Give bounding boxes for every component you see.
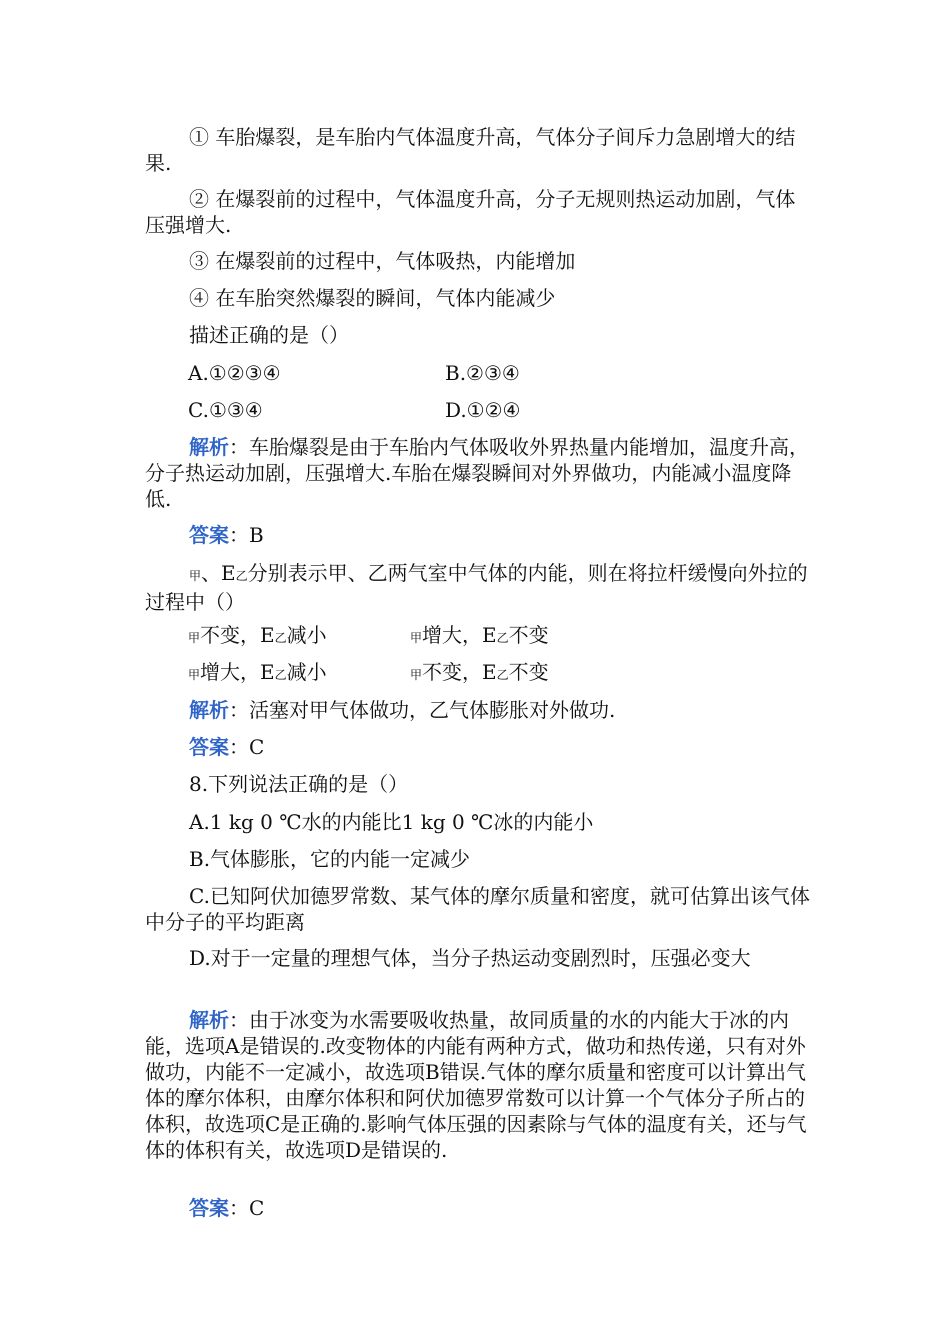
option-c: C.①③④ (188, 398, 263, 422)
subscript-jia: 甲 (410, 631, 423, 645)
answer-label: 答案 (189, 735, 229, 759)
pump-option-4 (410, 659, 549, 688)
answer-label: 答案 (189, 1196, 229, 1220)
pump-question-stem (145, 560, 810, 615)
stem-part: 、E (201, 561, 236, 585)
subscript-jia: 甲 (188, 631, 201, 645)
q8-stem: 8.下列说法正确的是（） (189, 772, 409, 796)
option-a: A.①②③④ (188, 361, 281, 385)
analysis-text: ：由于冰变为水需要吸收热量，故同质量的水的内能大于冰的内能，选项A是错误的.改变物体的内能有两种方式，做功和热传递，只有对外做功，内能不一定减小，故选项B错误.气体的摩尔质量和密度可以计算出气体的摩尔体积，由摩尔体积和阿伏加德罗常数可以计算一个气体分子所占的体积，故选项C是正确的.影响气体压强的因素除与气体的温度有关，还与气体的体积有关，故选项D是错误的. (145, 1008, 807, 1162)
analysis-label: 解析 (189, 1008, 229, 1032)
analysis-text: ：活塞对甲气体做功，乙气体膨胀对外做功. (229, 698, 616, 722)
option-text: 增大，E (200, 660, 275, 684)
option-text: 不变 (508, 623, 549, 647)
answer-text: ：C (229, 735, 265, 759)
q8-option-a: A.1 kg 0 ℃水的内能比1 kg 0 ℃冰的内能小 (189, 810, 594, 834)
subscript-yi: 乙 (274, 631, 287, 645)
analysis-paragraph (145, 434, 810, 512)
statement-4: ④ 在车胎突然爆裂的瞬间，气体内能减少 (189, 286, 556, 310)
subscript-jia: 甲 (188, 668, 201, 682)
pump-option-1 (188, 622, 327, 651)
subscript-jia: 甲 (189, 569, 202, 583)
pump-answer-paragraph (145, 734, 810, 760)
option-d: D.①②④ (445, 398, 521, 422)
answer-text: ：B (229, 523, 264, 547)
analysis-label: 解析 (189, 698, 229, 722)
subscript-yi: 乙 (235, 569, 248, 583)
subscript-yi: 乙 (274, 668, 287, 682)
subscript-jia: 甲 (410, 668, 423, 682)
subscript-yi: 乙 (496, 668, 509, 682)
answer-text: ：C (229, 1196, 265, 1220)
q8-analysis-paragraph (145, 1007, 810, 1163)
option-b: B.②③④ (445, 361, 520, 385)
statement-2: ② 在爆裂前的过程中，气体温度升高，分子无规则热运动加剧，气体压强增大. (145, 187, 796, 237)
stem-part: 分别表示甲、乙两气室中气体的内能，则在将拉杆缓慢向外拉的过程中（） (145, 561, 808, 614)
statement-1: ① 车胎爆裂，是车胎内气体温度升高，气体分子间斥力急剧增大的结果. (145, 125, 796, 175)
q8-option-b: B.气体膨胀，它的内能一定减少 (189, 847, 471, 871)
option-text: 不变 (508, 660, 549, 684)
option-text: 减小 (286, 623, 327, 647)
q8-option-d: D.对于一定量的理想气体，当分子热运动变剧烈时，压强必变大 (189, 946, 751, 970)
analysis-label: 解析 (189, 435, 229, 459)
option-text: 减小 (286, 660, 327, 684)
statement-3: ③ 在爆裂前的过程中，气体吸热，内能增加 (189, 249, 576, 273)
option-text: 不变，E (200, 623, 275, 647)
q8-answer-paragraph (145, 1195, 810, 1221)
option-text: 不变，E (422, 660, 497, 684)
q8-option-c: C.已知阿伏加德罗常数、某气体的摩尔质量和密度，就可估算出该气体中分子的平均距离 (145, 884, 810, 934)
answer-label: 答案 (189, 523, 229, 547)
option-text: 增大，E (422, 623, 497, 647)
answer-paragraph (145, 522, 810, 548)
pump-option-3 (188, 659, 327, 688)
pump-analysis-paragraph (145, 697, 810, 723)
subscript-yi: 乙 (496, 631, 509, 645)
pump-option-2 (410, 622, 549, 651)
analysis-text: ：车胎爆裂是由于车胎内气体吸收外界热量内能增加，温度升高，分子热运动加剧，压强增大.车胎在爆裂瞬间对外界做功，内能减小温度降低. (145, 435, 809, 511)
question-stem: 描述正确的是（） (189, 323, 349, 347)
